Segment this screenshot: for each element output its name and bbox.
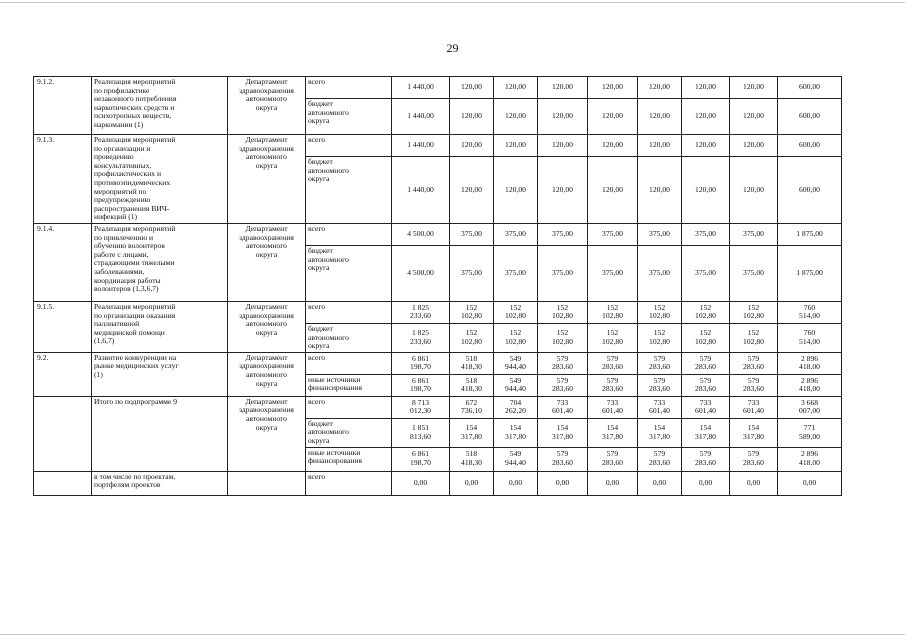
amount-cell: 0,00 bbox=[538, 471, 588, 495]
amount-cell: 1 825 233,60 bbox=[392, 323, 450, 352]
funding-source: всего bbox=[306, 352, 392, 374]
amount-cell: 120,00 bbox=[450, 135, 494, 157]
amount-cell: 154 317,80 bbox=[682, 418, 730, 447]
amount-cell: 518 418,30 bbox=[450, 447, 494, 471]
measure-name: Реализация мероприятий по профилактике незаконного потребления наркотических средств и психотропных веществ, наркомании (1) bbox=[92, 77, 228, 135]
measure-name: Реализация мероприятий по привлечению и обучению волонтеров работе с лицами, страдающими тяжелыми заболеваниями, координация работы волонтеров (1,3,6,7) bbox=[92, 223, 228, 301]
amount-cell: 579 283,60 bbox=[730, 352, 778, 374]
amount-cell: 579 283,60 bbox=[682, 374, 730, 396]
funding-source: бюджет автономного округа bbox=[306, 157, 392, 224]
amount-cell: 152 102,80 bbox=[588, 301, 638, 323]
funding-source: всего bbox=[306, 471, 392, 495]
amount-cell: 579 283,60 bbox=[538, 374, 588, 396]
amount-cell: 6 861 198,70 bbox=[392, 374, 450, 396]
responsible-department: Департамент здравоохранения автономного округа bbox=[228, 223, 306, 301]
responsible-department: Департамент здравоохранения автономного округа bbox=[228, 396, 306, 471]
amount-cell: 120,00 bbox=[538, 157, 588, 224]
amount-cell: 152 102,80 bbox=[538, 323, 588, 352]
amount-cell: 2 896 418,00 bbox=[778, 352, 842, 374]
amount-cell: 1 825 233,60 bbox=[392, 301, 450, 323]
amount-cell: 120,00 bbox=[638, 77, 682, 99]
amount-cell: 120,00 bbox=[638, 135, 682, 157]
amount-cell: 1 875,00 bbox=[778, 245, 842, 301]
amount-cell: 375,00 bbox=[730, 245, 778, 301]
amount-cell: 760 514,00 bbox=[778, 323, 842, 352]
amount-cell: 760 514,00 bbox=[778, 301, 842, 323]
amount-cell: 579 283,60 bbox=[588, 374, 638, 396]
responsible-department: Департамент здравоохранения автономного округа bbox=[228, 135, 306, 224]
amount-cell: 120,00 bbox=[588, 99, 638, 135]
funding-source: всего bbox=[306, 223, 392, 245]
amount-cell: 154 317,80 bbox=[450, 418, 494, 447]
amount-cell: 154 317,80 bbox=[638, 418, 682, 447]
amount-cell: 579 283,60 bbox=[538, 352, 588, 374]
amount-cell: 600,00 bbox=[778, 99, 842, 135]
amount-cell: 0,00 bbox=[638, 471, 682, 495]
funding-source: иные источники финансирования bbox=[306, 374, 392, 396]
amount-cell: 120,00 bbox=[730, 99, 778, 135]
amount-cell: 120,00 bbox=[638, 99, 682, 135]
amount-cell: 152 102,80 bbox=[682, 323, 730, 352]
responsible-department bbox=[228, 471, 306, 495]
amount-cell: 152 102,80 bbox=[638, 301, 682, 323]
amount-cell: 120,00 bbox=[494, 77, 538, 99]
amount-cell: 152 102,80 bbox=[682, 301, 730, 323]
table-row bbox=[34, 471, 842, 495]
amount-cell: 120,00 bbox=[538, 99, 588, 135]
funding-source: всего bbox=[306, 301, 392, 323]
amount-cell: 154 317,80 bbox=[588, 418, 638, 447]
table-row bbox=[34, 396, 842, 418]
amount-cell: 375,00 bbox=[588, 245, 638, 301]
amount-cell: 1 875,00 bbox=[778, 223, 842, 245]
funding-source: всего bbox=[306, 396, 392, 418]
amount-cell: 120,00 bbox=[494, 135, 538, 157]
amount-cell: 0,00 bbox=[588, 471, 638, 495]
funding-source: бюджет автономного округа bbox=[306, 323, 392, 352]
amount-cell: 600,00 bbox=[778, 77, 842, 99]
row-code: 9.1.3. bbox=[34, 135, 92, 224]
table-row bbox=[34, 352, 842, 374]
amount-cell: 600,00 bbox=[778, 135, 842, 157]
amount-cell: 6 861 198,70 bbox=[392, 447, 450, 471]
responsible-department: Департамент здравоохранения автономного округа bbox=[228, 77, 306, 135]
amount-cell: 120,00 bbox=[638, 157, 682, 224]
row-code: 9.1.2. bbox=[34, 77, 92, 135]
scan-edge-bottom bbox=[0, 634, 905, 635]
measure-name: Итого по подпрограмме 9 bbox=[92, 396, 228, 471]
amount-cell: 4 500,00 bbox=[392, 245, 450, 301]
amount-cell: 120,00 bbox=[682, 77, 730, 99]
amount-cell: 733 601,40 bbox=[588, 396, 638, 418]
amount-cell: 120,00 bbox=[730, 77, 778, 99]
amount-cell: 733 601,40 bbox=[638, 396, 682, 418]
measure-name: в том числе по проектам, портфелям проектов bbox=[92, 471, 228, 495]
amount-cell: 3 668 007,00 bbox=[778, 396, 842, 418]
amount-cell: 579 283,60 bbox=[538, 447, 588, 471]
amount-cell: 0,00 bbox=[682, 471, 730, 495]
table-row bbox=[34, 77, 842, 99]
amount-cell: 579 283,60 bbox=[682, 447, 730, 471]
amount-cell: 579 283,60 bbox=[638, 352, 682, 374]
amount-cell: 120,00 bbox=[538, 77, 588, 99]
amount-cell: 375,00 bbox=[494, 223, 538, 245]
funding-source: всего bbox=[306, 135, 392, 157]
funding-source: всего bbox=[306, 77, 392, 99]
amount-cell: 120,00 bbox=[682, 157, 730, 224]
amount-cell: 152 102,80 bbox=[588, 323, 638, 352]
amount-cell: 120,00 bbox=[588, 77, 638, 99]
amount-cell: 120,00 bbox=[730, 135, 778, 157]
amount-cell: 152 102,80 bbox=[538, 301, 588, 323]
amount-cell: 2 896 418,00 bbox=[778, 374, 842, 396]
amount-cell: 375,00 bbox=[588, 223, 638, 245]
amount-cell: 120,00 bbox=[494, 157, 538, 224]
amount-cell: 1 851 813,60 bbox=[392, 418, 450, 447]
amount-cell: 120,00 bbox=[450, 157, 494, 224]
amount-cell: 120,00 bbox=[450, 77, 494, 99]
measure-name: Реализация мероприятий по организации и проведению консультативных, профилактических и противоэпидемических мероприятий по предупреждению распространения ВИЧ- инфекций (1) bbox=[92, 135, 228, 224]
scan-edge-top bbox=[0, 2, 905, 3]
amount-cell: 375,00 bbox=[538, 223, 588, 245]
budget-table bbox=[33, 76, 842, 496]
amount-cell: 771 589,00 bbox=[778, 418, 842, 447]
amount-cell: 518 418,30 bbox=[450, 352, 494, 374]
responsible-department: Департамент здравоохранения автономного округа bbox=[228, 352, 306, 396]
amount-cell: 152 102,80 bbox=[730, 301, 778, 323]
amount-cell: 733 601,40 bbox=[682, 396, 730, 418]
funding-source: бюджет автономного округа bbox=[306, 99, 392, 135]
amount-cell: 120,00 bbox=[494, 99, 538, 135]
amount-cell: 579 283,60 bbox=[730, 374, 778, 396]
amount-cell: 375,00 bbox=[638, 223, 682, 245]
amount-cell: 375,00 bbox=[682, 223, 730, 245]
table-row bbox=[34, 223, 842, 245]
row-code: 9.2. bbox=[34, 352, 92, 396]
row-code: 9.1.5. bbox=[34, 301, 92, 352]
amount-cell: 120,00 bbox=[450, 99, 494, 135]
amount-cell: 120,00 bbox=[682, 135, 730, 157]
amount-cell: 518 418,30 bbox=[450, 374, 494, 396]
amount-cell: 549 944,40 bbox=[494, 447, 538, 471]
amount-cell: 549 944,40 bbox=[494, 352, 538, 374]
amount-cell: 375,00 bbox=[730, 223, 778, 245]
amount-cell: 375,00 bbox=[538, 245, 588, 301]
amount-cell: 579 283,60 bbox=[588, 447, 638, 471]
amount-cell: 672 736,10 bbox=[450, 396, 494, 418]
funding-source: иные источники финансирования bbox=[306, 447, 392, 471]
amount-cell: 4 500,00 bbox=[392, 223, 450, 245]
table-row bbox=[34, 301, 842, 323]
amount-cell: 579 283,60 bbox=[638, 374, 682, 396]
amount-cell: 579 283,60 bbox=[730, 447, 778, 471]
amount-cell: 1 440,00 bbox=[392, 157, 450, 224]
amount-cell: 600,00 bbox=[778, 157, 842, 224]
row-code: 9.1.4. bbox=[34, 223, 92, 301]
amount-cell: 154 317,80 bbox=[730, 418, 778, 447]
amount-cell: 120,00 bbox=[588, 157, 638, 224]
funding-source: бюджет автономного округа bbox=[306, 418, 392, 447]
amount-cell: 152 102,80 bbox=[494, 323, 538, 352]
amount-cell: 1 440,00 bbox=[392, 135, 450, 157]
amount-cell: 152 102,80 bbox=[730, 323, 778, 352]
amount-cell: 0,00 bbox=[392, 471, 450, 495]
amount-cell: 579 283,60 bbox=[638, 447, 682, 471]
amount-cell: 375,00 bbox=[450, 223, 494, 245]
row-code bbox=[34, 396, 92, 471]
amount-cell: 6 861 198,70 bbox=[392, 352, 450, 374]
amount-cell: 1 440,00 bbox=[392, 77, 450, 99]
amount-cell: 8 713 012,30 bbox=[392, 396, 450, 418]
amount-cell: 579 283,60 bbox=[682, 352, 730, 374]
amount-cell: 549 944,40 bbox=[494, 374, 538, 396]
amount-cell: 152 102,80 bbox=[450, 323, 494, 352]
amount-cell: 152 102,80 bbox=[638, 323, 682, 352]
amount-cell: 375,00 bbox=[494, 245, 538, 301]
amount-cell: 375,00 bbox=[638, 245, 682, 301]
row-code bbox=[34, 471, 92, 495]
amount-cell: 154 317,80 bbox=[538, 418, 588, 447]
amount-cell: 0,00 bbox=[450, 471, 494, 495]
responsible-department: Департамент здравоохранения автономного округа bbox=[228, 301, 306, 352]
table-row bbox=[34, 135, 842, 157]
page-number: 29 bbox=[446, 41, 459, 55]
funding-source: бюджет автономного округа bbox=[306, 245, 392, 301]
amount-cell: 120,00 bbox=[538, 135, 588, 157]
amount-cell: 152 102,80 bbox=[450, 301, 494, 323]
measure-name: Развитие конкуренции на рынке медицинских услуг (1) bbox=[92, 352, 228, 396]
amount-cell: 154 317,80 bbox=[494, 418, 538, 447]
amount-cell: 0,00 bbox=[730, 471, 778, 495]
amount-cell: 375,00 bbox=[450, 245, 494, 301]
amount-cell: 120,00 bbox=[588, 135, 638, 157]
amount-cell: 1 440,00 bbox=[392, 99, 450, 135]
amount-cell: 120,00 bbox=[730, 157, 778, 224]
amount-cell: 0,00 bbox=[494, 471, 538, 495]
measure-name: Реализация мероприятий по организации оказания паллиативной медицинской помощи (1,6,7) bbox=[92, 301, 228, 352]
amount-cell: 120,00 bbox=[682, 99, 730, 135]
amount-cell: 579 283,60 bbox=[588, 352, 638, 374]
amount-cell: 375,00 bbox=[682, 245, 730, 301]
amount-cell: 704 262,20 bbox=[494, 396, 538, 418]
amount-cell: 0,00 bbox=[778, 471, 842, 495]
amount-cell: 733 601,40 bbox=[730, 396, 778, 418]
amount-cell: 733 601,40 bbox=[538, 396, 588, 418]
amount-cell: 2 896 418,00 bbox=[778, 447, 842, 471]
amount-cell: 152 102,80 bbox=[494, 301, 538, 323]
